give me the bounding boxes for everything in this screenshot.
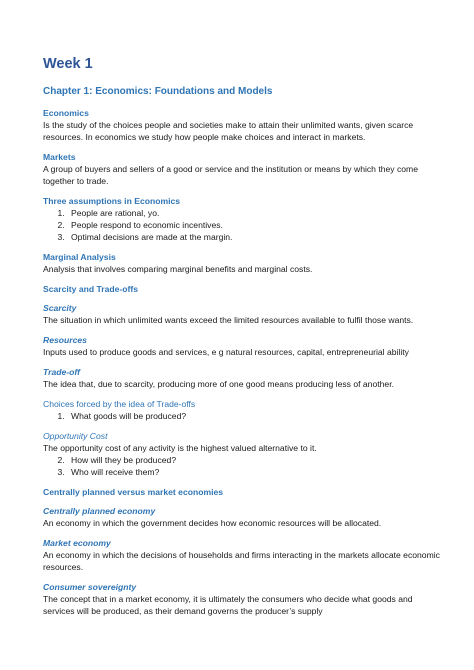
heading-assumptions: Three assumptions in Economics bbox=[43, 196, 181, 206]
section-assumptions bbox=[43, 196, 443, 243]
chapter-title: Chapter 1: Economics: Foundations and Models bbox=[43, 86, 273, 97]
section-scarcity bbox=[43, 303, 443, 326]
text-resources: Inputs used to produce goods and services, e g natural resources, capital, entrepreneurial ability bbox=[43, 347, 409, 357]
section-tradeoff bbox=[43, 367, 443, 390]
section-economics bbox=[43, 108, 443, 143]
text-scarcity: The situation in which unlimited wants exceed the limited resources available to fulfil those wants. bbox=[43, 315, 414, 325]
section-sovereignty bbox=[43, 582, 443, 617]
list-item: 3. Optimal decisions are made at the margin. bbox=[67, 231, 443, 243]
heading-marginal: Marginal Analysis bbox=[43, 252, 116, 262]
heading-planned-vs-market: Centrally planned versus market economies bbox=[43, 487, 224, 497]
text-market-economy: An economy in which the decisions of households and firms interacting in the markets allocate economic resources. bbox=[43, 550, 440, 572]
section-market-economy bbox=[43, 538, 443, 573]
text-opportunity: The opportunity cost of any activity is the highest valued alternative to it. bbox=[43, 443, 317, 453]
heading-market-economy: Market economy bbox=[43, 538, 111, 548]
heading-resources: Resources bbox=[43, 335, 87, 345]
text-economics: Is the study of the choices people and societies make to attain their unlimited wants, given scarce resources. In economics we study how people make choices and interact in markets. bbox=[43, 120, 414, 142]
text-centrally: An economy in which the government decides how economic resources will be allocated. bbox=[43, 518, 382, 528]
section-marginal bbox=[43, 252, 443, 275]
section-markets bbox=[43, 152, 443, 187]
list-item: 1. People are rational, yo. bbox=[67, 207, 443, 219]
list-item: 2. How will they be produced? bbox=[67, 454, 443, 466]
section-opportunity bbox=[43, 431, 443, 478]
list-item: 1. What goods will be produced? bbox=[67, 410, 443, 422]
heading-opportunity: Opportunity Cost bbox=[43, 431, 108, 441]
opportunity-list bbox=[43, 454, 443, 478]
assumptions-list bbox=[43, 207, 443, 243]
heading-economics: Economics bbox=[43, 108, 89, 118]
section-scarcity-tradeoffs bbox=[43, 284, 443, 294]
document-page bbox=[43, 56, 443, 626]
heading-scarcity-tradeoffs: Scarcity and Trade-offs bbox=[43, 284, 139, 294]
text-sovereignty: The concept that in a market economy, it is ultimately the consumers who decide what goods and services will be produced, as their demand governs the producer’s supply bbox=[43, 594, 413, 616]
text-marginal: Analysis that involves comparing marginal benefits and marginal costs. bbox=[43, 264, 313, 274]
text-markets: A group of buyers and sellers of a good or service and the institution or means by which they come together to trade. bbox=[43, 164, 418, 186]
text-tradeoff: The idea that, due to scarcity, producing more of one good means producing less of another. bbox=[43, 379, 394, 389]
section-planned-vs-market bbox=[43, 487, 443, 497]
section-resources bbox=[43, 335, 443, 358]
heading-choices: Choices forced by the idea of Trade-offs bbox=[43, 399, 196, 409]
section-choices bbox=[43, 399, 443, 422]
week-title: Week 1 bbox=[43, 56, 93, 72]
heading-tradeoff: Trade-off bbox=[43, 367, 80, 377]
choices-list bbox=[43, 410, 443, 422]
list-item: 2. People respond to economic incentives. bbox=[67, 219, 443, 231]
heading-centrally: Centrally planned economy bbox=[43, 506, 156, 516]
section-centrally bbox=[43, 506, 443, 529]
heading-sovereignty: Consumer sovereignty bbox=[43, 582, 137, 592]
list-item: 3. Who will receive them? bbox=[67, 466, 443, 478]
heading-scarcity: Scarcity bbox=[43, 303, 77, 313]
heading-markets: Markets bbox=[43, 152, 76, 162]
